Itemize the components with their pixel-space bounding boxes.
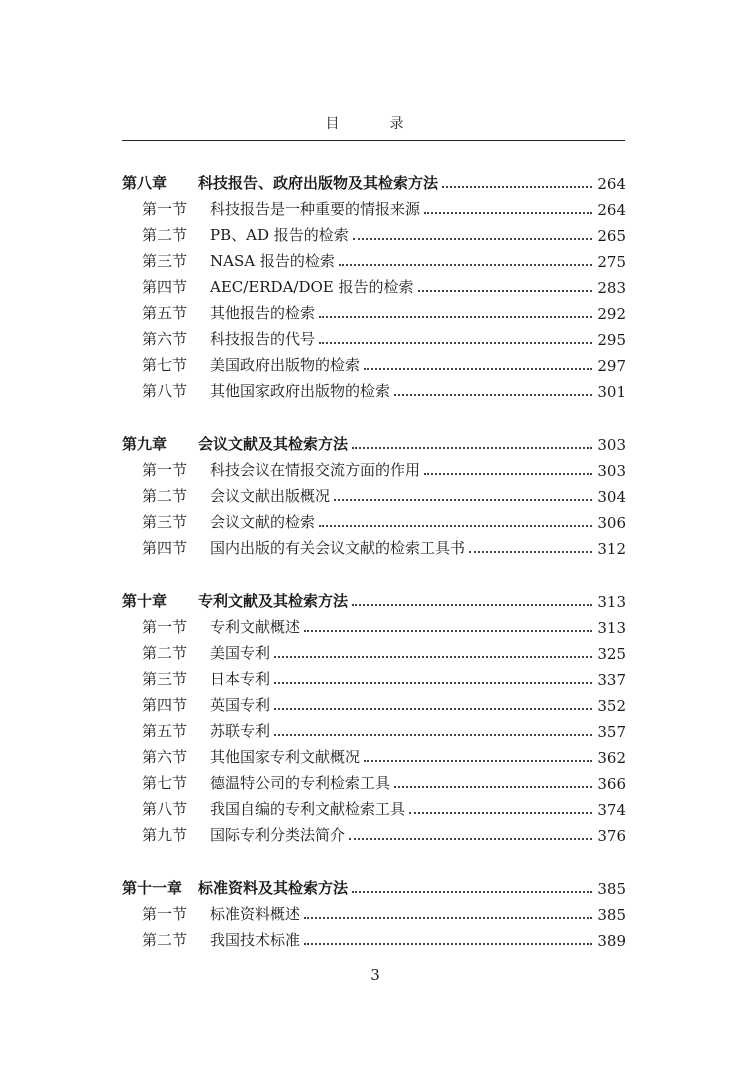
section-number: 第二节 (142, 931, 188, 949)
dot-leader (352, 447, 592, 449)
section-entry (122, 898, 626, 924)
chapter-block (122, 428, 626, 558)
section-page: 264 (597, 201, 626, 219)
section-entry (122, 375, 626, 401)
section-page: 313 (597, 619, 626, 637)
chapter-page: 264 (597, 175, 626, 193)
section-title: 我国自编的专利文献检索工具 (210, 800, 406, 818)
section-title: 会议文献出版概况 (210, 487, 331, 505)
section-number: 第八节 (142, 800, 188, 818)
chapter-title: 专利文献及其检索方法 (198, 592, 349, 610)
section-entry (122, 480, 626, 506)
section-title: 美国政府出版物的检索 (210, 356, 361, 374)
dot-leader (274, 656, 592, 658)
chapter-page: 385 (597, 880, 626, 898)
section-entry (122, 663, 626, 689)
section-number: 第六节 (142, 748, 188, 766)
section-page: 374 (597, 801, 626, 819)
table-of-contents (122, 167, 626, 977)
section-number: 第四节 (142, 539, 188, 557)
section-page: 275 (597, 253, 626, 271)
section-number: 第九节 (142, 826, 188, 844)
dot-leader (349, 838, 592, 840)
chapter-page: 313 (597, 593, 626, 611)
page-number: 3 (370, 966, 380, 984)
section-title: AEC/ERDA/DOE 报告的检索 (210, 278, 414, 296)
section-entry (122, 193, 626, 219)
dot-leader (424, 473, 592, 475)
section-entry (122, 297, 626, 323)
dot-leader (394, 394, 592, 396)
section-entry (122, 323, 626, 349)
section-page: 301 (597, 383, 626, 401)
dot-leader (304, 917, 592, 919)
chapter-number: 第十一章 (122, 879, 183, 897)
section-page: 337 (597, 671, 626, 689)
running-header-title: 目 录 (325, 116, 422, 132)
dot-leader (364, 368, 592, 370)
dot-leader (352, 891, 592, 893)
section-entry (122, 767, 626, 793)
dot-leader (319, 342, 592, 344)
section-title: NASA 报告的检索 (210, 252, 335, 270)
section-number: 第五节 (142, 304, 188, 322)
section-title: 其他国家政府出版物的检索 (210, 382, 391, 400)
section-number: 第五节 (142, 722, 188, 740)
section-title: 日本专利 (210, 670, 271, 688)
section-page: 357 (597, 723, 626, 741)
chapter-block (122, 167, 626, 401)
dot-leader (274, 734, 592, 736)
dot-leader (394, 786, 592, 788)
chapter-page: 303 (597, 436, 626, 454)
section-page: 265 (597, 227, 626, 245)
chapter-entry (122, 872, 626, 898)
section-title: 其他国家专利文献概况 (210, 748, 361, 766)
section-number: 第六节 (142, 330, 188, 348)
dot-leader (304, 943, 592, 945)
section-entry (122, 349, 626, 375)
section-title: 科技报告是一种重要的情报来源 (210, 200, 421, 218)
chapter-number: 第八章 (122, 174, 168, 192)
section-title: 国际专利分类法简介 (210, 826, 346, 844)
section-page: 366 (597, 775, 626, 793)
section-title: 我国技术标准 (210, 931, 301, 949)
section-page: 303 (597, 462, 626, 480)
section-entry (122, 219, 626, 245)
section-title: 苏联专利 (210, 722, 271, 740)
section-page: 292 (597, 305, 626, 323)
section-entry (122, 715, 626, 741)
section-page: 304 (597, 488, 626, 506)
section-number: 第二节 (142, 487, 188, 505)
dot-leader (274, 708, 592, 710)
section-number: 第四节 (142, 696, 188, 714)
section-title: PB、AD 报告的检索 (210, 226, 349, 244)
dot-leader (339, 264, 592, 266)
chapter-title: 会议文献及其检索方法 (198, 435, 349, 453)
section-title: 科技会议在情报交流方面的作用 (210, 461, 421, 479)
section-page: 283 (597, 279, 626, 297)
section-number: 第八节 (142, 382, 188, 400)
section-page: 295 (597, 331, 626, 349)
section-entry (122, 924, 626, 950)
section-page: 312 (597, 540, 626, 558)
chapter-title: 标准资料及其检索方法 (198, 879, 349, 897)
section-entry (122, 819, 626, 845)
section-page: 325 (597, 645, 626, 663)
dot-leader (353, 238, 592, 240)
section-page: 297 (597, 357, 626, 375)
section-title: 专利文献概述 (210, 618, 301, 636)
dot-leader (304, 630, 592, 632)
section-title: 科技报告的代号 (210, 330, 316, 348)
section-number: 第一节 (142, 200, 188, 218)
dot-leader (418, 290, 592, 292)
section-entry (122, 245, 626, 271)
chapter-number: 第九章 (122, 435, 168, 453)
section-entry (122, 793, 626, 819)
dot-leader (319, 525, 592, 527)
section-number: 第二节 (142, 226, 188, 244)
section-number: 第七节 (142, 356, 188, 374)
dot-leader (334, 499, 592, 501)
chapter-block (122, 585, 626, 845)
chapter-block (122, 872, 626, 950)
header-rule (122, 140, 625, 141)
section-page: 306 (597, 514, 626, 532)
section-number: 第四节 (142, 278, 188, 296)
section-number: 第二节 (142, 644, 188, 662)
section-title: 其他报告的检索 (210, 304, 316, 322)
section-entry (122, 506, 626, 532)
section-title: 德温特公司的专利检索工具 (210, 774, 391, 792)
section-page: 376 (597, 827, 626, 845)
section-title: 美国专利 (210, 644, 271, 662)
section-title: 会议文献的检索 (210, 513, 316, 531)
section-title: 英国专利 (210, 696, 271, 714)
section-number: 第一节 (142, 461, 188, 479)
dot-leader (319, 316, 592, 318)
section-number: 第一节 (142, 905, 188, 923)
section-number: 第一节 (142, 618, 188, 636)
dot-leader (424, 212, 592, 214)
section-entry (122, 454, 626, 480)
section-title: 国内出版的有关会议文献的检索工具书 (210, 539, 466, 557)
chapter-entry (122, 428, 626, 454)
section-page: 362 (597, 749, 626, 767)
section-entry (122, 271, 626, 297)
dot-leader (364, 760, 592, 762)
section-entry (122, 741, 626, 767)
dot-leader (352, 604, 592, 606)
section-entry (122, 611, 626, 637)
section-page: 385 (597, 906, 626, 924)
section-number: 第七节 (142, 774, 188, 792)
chapter-number: 第十章 (122, 592, 168, 610)
section-title: 标准资料概述 (210, 905, 301, 923)
chapter-entry (122, 167, 626, 193)
chapter-title: 科技报告、政府出版物及其检索方法 (198, 174, 439, 192)
dot-leader (274, 682, 592, 684)
dot-leader (442, 186, 592, 188)
section-entry (122, 532, 626, 558)
section-page: 352 (597, 697, 626, 715)
section-number: 第三节 (142, 670, 188, 688)
chapter-entry (122, 585, 626, 611)
dot-leader (409, 812, 592, 814)
section-number: 第三节 (142, 513, 188, 531)
section-entry (122, 637, 626, 663)
section-page: 389 (597, 932, 626, 950)
section-entry (122, 689, 626, 715)
section-number: 第三节 (142, 252, 188, 270)
dot-leader (469, 551, 592, 553)
